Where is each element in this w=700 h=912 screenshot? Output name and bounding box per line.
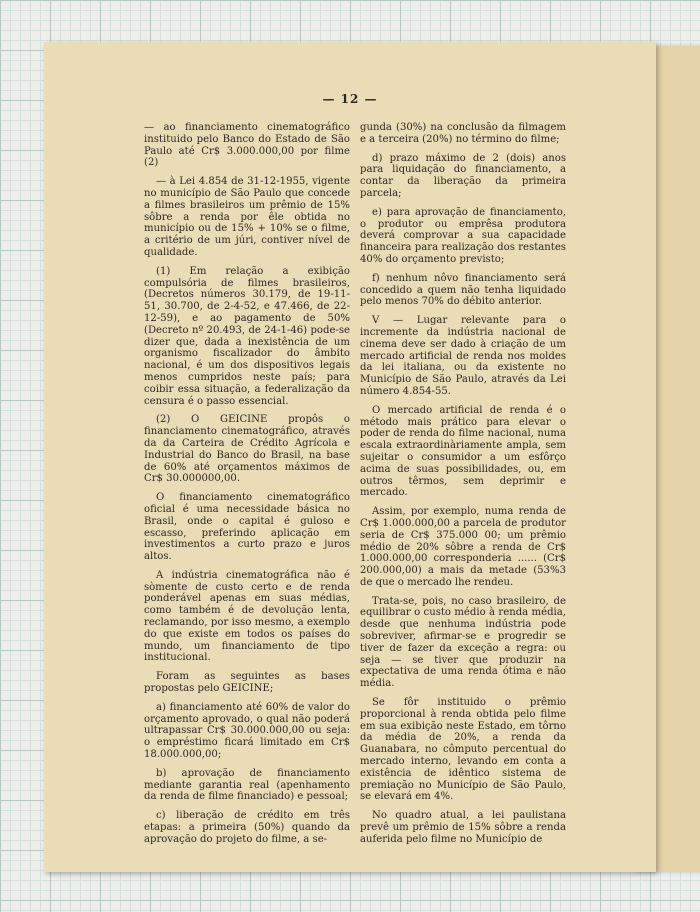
paragraph: Trata-se, pois, no caso brasileiro, de equilibrar o custo médio à renda média, desde que nenhuma indústria pode sobreviver, afirmar-se e progredir se tiver de fazer da exceção a regra: ou seja — se tiver que produzir na expectativa de uma renda ótima e não média. (360, 595, 566, 690)
paragraph: A indústria cinematográfica não é sòmente de custo certo e de renda ponderável apenas em suas médias, como também é de devolução lenta, reclamando, por isso mesmo, a exemplo do que existe em todos os países do mundo, um financiamento de tipo institucional. (144, 569, 350, 664)
document-page (44, 42, 656, 872)
paragraph: O mercado artificial de renda é o método mais prático para elevar o poder de renda do filme nacional, numa escala extraordinàriamente ampla, sem sujeitar o consumidor a um esfôrço acima de suas possibilidades, ou, em outros têrmos, sem deprimir e mercado. (360, 404, 566, 499)
list-item: a) financiamento até 60% de valor do orçamento aprovado, o qual não poderá ultrapassar Cr$ 30.000.000,00 ou seja: o empréstimo ficará limitado em Cr$ 18.000.000,00; (144, 701, 350, 761)
paragraph: O financiamento cinematográfico oficial é uma necessidade básica no Brasil, onde o capital é guloso e escasso, preferindo aplicação em investimentos a curto prazo e juros altos. (144, 492, 350, 563)
paragraph: V — Lugar relevante para o incremente da indústria nacional de cinema deve ser dado à criação de um mercado artificial de renda nos moldes da lei italiana, ou da existente no Município de São Paulo, através da Lei número 4.854-55. (360, 315, 566, 397)
left-column (144, 122, 350, 853)
right-column (360, 122, 566, 853)
footnote: (1) Em relação a exibição compulsória de filmes brasileiros, (Decretos números 30.179, de 19-11-51, 30.700, de 2-4-52, e 47.466, de 22-12-59), e ao pagamento de 50% (Decreto nº 20.493, de 24-1-46) pode-se dizer que, dada a inexistência de um organismo fiscalizador do âmbito nacional, é um dos dispositivos legais menos cumpridos neste país; para coibir essa situação, a federalização da censura é o passo essencial. (144, 265, 350, 407)
list-item: e) para aprovação de financiamento, o produtor ou emprêsa produtora deverá comprovar a sua capacidade financeira para realização dos restantes 40% do orçamento previsto; (360, 206, 566, 265)
paragraph: gunda (30%) na conclusão da filmagem e a terceira (20%) no término do filme; (360, 122, 566, 145)
paragraph: — à Lei 4.854 de 31-12-1955, vigente no município de São Paulo que concede a filmes brasileiros um prêmio de 15% sôbre a renda por êle obtida no município ou de 15% + 10% se o filme, a critério de um júri, contiver nível de qualidade. (144, 176, 350, 258)
paragraph: No quadro atual, a lei paulistana prevê um prêmio de 15% sôbre a renda auferida pelo filme no Município de (360, 810, 566, 845)
footnote: (2) O GEICINE propôs o financiamento cinematográfico, através da da Carteira de Crédito Agrícola e Industrial do Banco do Brasil, na base de 60% até orçamentos máximos de Cr$ 30.000000,00. (144, 414, 350, 485)
paragraph: Foram as seguintes as bases propostas pelo GEICINE; (144, 671, 350, 695)
paragraph: Assim, por exemplo, numa renda de Cr$ 1.000.000,00 a parcela de produtor seria de Cr$ 375.000 00; um prêmio médio de 20% sôbre a renda de Cr$ 1.000.000,00 corresponderia ...... (Cr$ 200.000,00) a mais da metade (53%3 de que o mercado lhe rendeu. (360, 506, 566, 588)
list-item: d) prazo máximo de 2 (dois) anos para liquidação do financiamento, a contar da liberação da primeira parcela; (360, 152, 566, 199)
list-item: f) nenhum nôvo financiamento será concedido a quem não tenha liquidado pelo menos 70% do débito anterior. (360, 272, 566, 308)
paragraph: Se fôr instituido o prêmio proporcional à renda obtida pelo filme em sua exibição neste Estado, em tôrno da média de 20%, a renda da Guanabara, no cômputo percentual do mercado interno, levando em conta a existência de idêntico sistema de premiação no Município de São Paulo, se elevará em 4%. (360, 697, 566, 803)
paragraph: — ao financiamento cinematográfico instituido pelo Banco do Estado de São Paulo até Cr$ 3.000.000,00 por filme (2) (144, 122, 350, 169)
page-number: — 12 — (322, 92, 378, 106)
list-item: c) liberação de crédito em três etapas: a primeira (50%) quando da aprovação do projeto do filme, a se- (144, 810, 350, 845)
list-item: b) aprovação de financiamento mediante garantia real (apenhamento da renda de filme financiado) e pessoal; (144, 767, 350, 803)
